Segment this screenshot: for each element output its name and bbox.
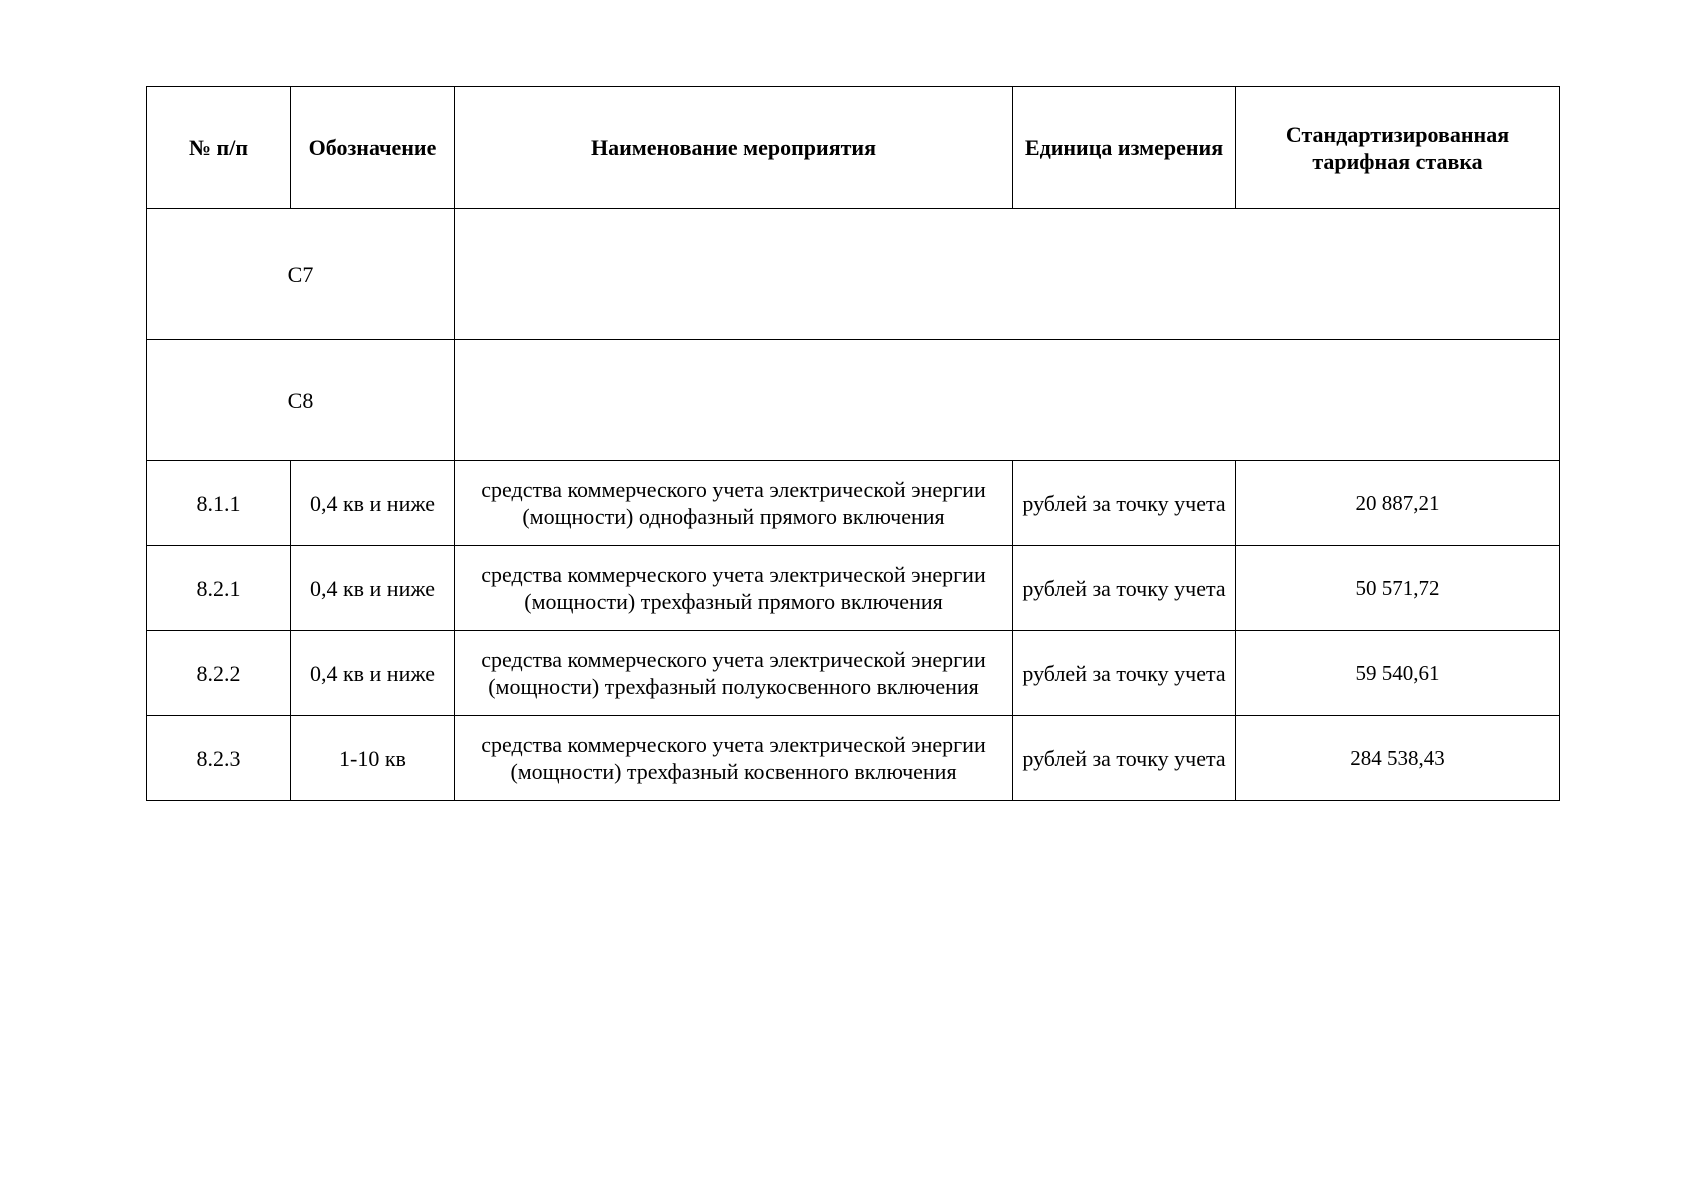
table-row — [147, 461, 1560, 546]
cell-rate: 50 571,72 — [1236, 546, 1560, 631]
section-row-c7 — [147, 209, 1560, 340]
cell-name: средства коммерческого учета электрической энергии (мощности) трехфазный полукосвенного включения — [455, 631, 1013, 716]
section-code: С7 — [147, 209, 455, 340]
cell-number: 8.2.2 — [147, 631, 291, 716]
cell-name: средства коммерческого учета электрической энергии (мощности) однофазный прямого включения — [455, 461, 1013, 546]
cell-rate: 59 540,61 — [1236, 631, 1560, 716]
table-row — [147, 546, 1560, 631]
cell-unit: рублей за точку учета — [1013, 716, 1236, 801]
cell-number: 8.1.1 — [147, 461, 291, 546]
table-header — [147, 87, 1560, 209]
cell-designation: 0,4 кв и ниже — [291, 546, 455, 631]
section-code: С8 — [147, 340, 455, 461]
section-description — [455, 209, 1560, 340]
cell-designation: 1-10 кв — [291, 716, 455, 801]
section-row-c8 — [147, 340, 1560, 461]
cell-unit: рублей за точку учета — [1013, 546, 1236, 631]
table-body — [147, 209, 1560, 801]
tariff-table — [146, 86, 1560, 801]
cell-name: средства коммерческого учета электрической энергии (мощности) трехфазный прямого включения — [455, 546, 1013, 631]
header-name: Наименование мероприятия — [455, 87, 1013, 209]
header-unit: Единица измерения — [1013, 87, 1236, 209]
header-rate: Стандартизированная тарифная ставка — [1236, 87, 1560, 209]
cell-unit: рублей за точку учета — [1013, 631, 1236, 716]
cell-number: 8.2.3 — [147, 716, 291, 801]
cell-number: 8.2.1 — [147, 546, 291, 631]
table-row — [147, 631, 1560, 716]
section-description — [455, 340, 1560, 461]
header-row — [147, 87, 1560, 209]
cell-designation: 0,4 кв и ниже — [291, 631, 455, 716]
cell-name: средства коммерческого учета электрической энергии (мощности) трехфазный косвенного включения — [455, 716, 1013, 801]
cell-rate: 20 887,21 — [1236, 461, 1560, 546]
table-row — [147, 716, 1560, 801]
cell-rate: 284 538,43 — [1236, 716, 1560, 801]
cell-designation: 0,4 кв и ниже — [291, 461, 455, 546]
header-number: № п/п — [147, 87, 291, 209]
header-designation: Обозначение — [291, 87, 455, 209]
cell-unit: рублей за точку учета — [1013, 461, 1236, 546]
